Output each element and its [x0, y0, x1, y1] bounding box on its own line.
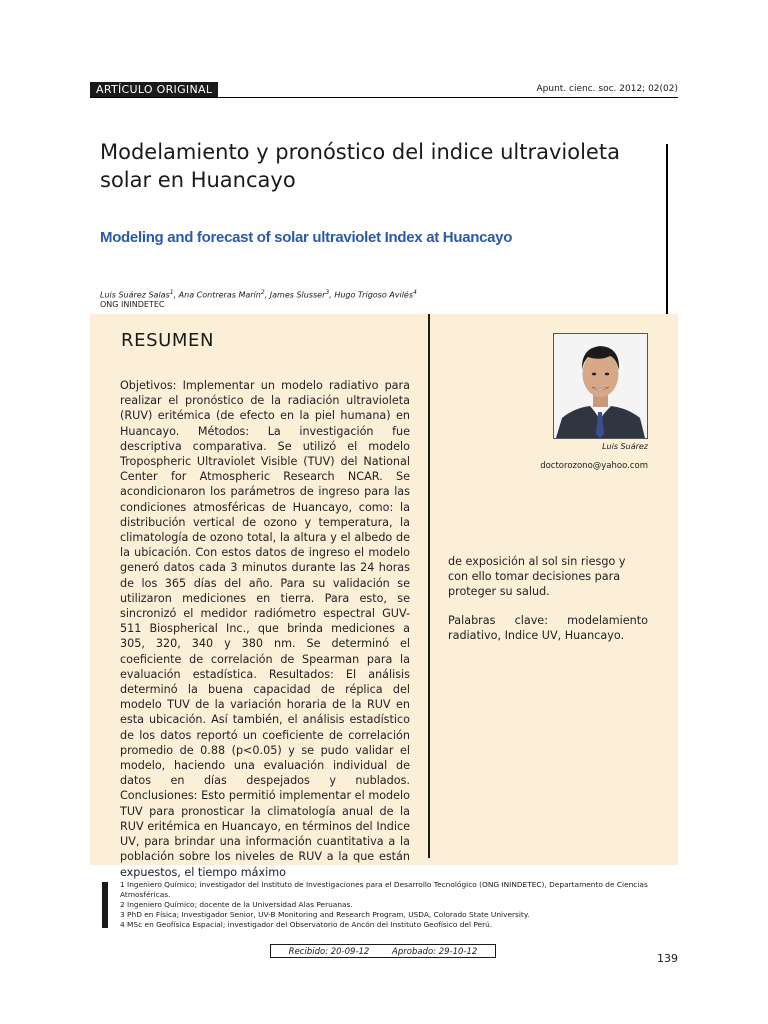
article-title: Modelamiento y pronóstico del indice ultravioleta solar en Huancayo — [100, 140, 620, 192]
approved-date: Aprobado: 29-10-12 — [392, 947, 478, 957]
abstract-body-continued: de exposición al sol sin riesgo y con ello tomar decisiones para proteger su salud. — [448, 555, 626, 599]
author-mark: 4 — [413, 289, 417, 296]
footnote-marker-bar — [102, 882, 108, 928]
title-side-rule — [666, 144, 668, 314]
header-rule — [90, 97, 678, 98]
footnote: 1 Ingeniero Químico; investigador del Instituto de Investigaciones para el Desarrollo Tecnológico (ONG ININDETEC), Departamento de Ciencias Atmosféricas. — [120, 880, 648, 899]
author-affiliation: ONG ININDETEC — [100, 300, 165, 309]
article-type-label: ARTÍCULO ORIGINAL — [90, 82, 218, 97]
author-mark: 3 — [325, 289, 330, 296]
footnote: 4 MSc en Geofísica Espacial; investigador del Observatorio de Ancón del Instituto Geofísico del Perú. — [120, 920, 493, 929]
article-subtitle-english: Modeling and forecast of solar ultraviolet Index at Huancayo — [100, 229, 513, 246]
author-name: James Slusser — [269, 290, 326, 300]
received-date: Recibido: 20-09-12 — [288, 947, 370, 957]
author-photo — [553, 333, 648, 439]
person-portrait-icon — [554, 334, 647, 438]
footnotes — [120, 880, 680, 930]
author-name: Hugo Trigoso Avilés — [334, 290, 414, 300]
author-name: Ana Contreras Marín — [178, 290, 261, 300]
journal-reference: Apunt. cienc. soc. 2012; 02(02) — [536, 84, 678, 94]
footnote: 3 PhD en Física; Investigador Senior, UV-B Monitoring and Research Program, USDA, Colorado State University. — [120, 910, 530, 919]
abstract-body: Objetivos: Implementar un modelo radiativo para realizar el pronóstico de la radiación ultravioleta (RUV) eritémica (de efecto en la piel humana) en Huancayo. Métodos: La investigación fue descriptiva comparativa. Se utilizó el modelo Tropospheric Ultraviolet Visible (TUV) del National Center for Atmospheric Research NCAR. Se acondicionaron los parámetros de ingreso para las condiciones atmosféricas de Huancayo, como: la distribución vertical de ozono y temperatura, la climatología de ozono total, la altura y el albedo de la ubicación. Con estos datos de ingreso el modelo generó datos cada 3 minutos durante las 24 horas de los 365 días del año. Para su validación se utilizaron mediciones en tierra. Para esto, se sincronizó el medidor radiómetro espectral GUV-511 Biospherical Inc., que brinda mediciones a 305, 320, 340 y 380 nm. Se determinó el coeficiente de correlación de Spearman para la evaluación estadística. Resultados: El análisis determinó la buena capacidad de réplica del modelo TUV de la variación horaria de la RUV en esta ubicación. Así también, el análisis estadístico de los datos reportó un coeficiente de correlación promedio de 0.88 (p<0.05) y se pudo validar el modelo, haciendo una evaluación individual de datos en días despejados y nublados. Conclusiones: Esto permitió implementar el modelo TUV para pronosticar la climatología anual de la RUV eritémica en Huancayo, en términos del Indice UV, para brindar una información cuantitativa a la población sobre los niveles de RUV a la que están expuestos, el tiempo máximo — [120, 379, 410, 879]
author-email: doctorozono@yahoo.com — [540, 461, 648, 471]
author-name: Luis Suárez Salas — [100, 290, 170, 300]
author-list: Luis Suárez Salas$^1$, Ana Contreras Marín$^2$, James Slusser$^3$, Hugo Trigoso Avilés$^4$ — [100, 289, 417, 300]
page-number: 139 — [657, 952, 678, 965]
dates-box — [270, 944, 496, 958]
keywords: Palabras clave: modelamiento radiativo, Indice UV, Huancayo. — [448, 614, 648, 643]
author-mark: 2 — [260, 289, 265, 296]
column-divider — [428, 314, 430, 858]
author-mark: 1 — [169, 289, 174, 296]
photo-caption: Luis Suárez — [602, 442, 648, 451]
abstract-heading: RESUMEN — [121, 330, 215, 351]
footnote: 2 Ingeniero Químico; docente de la Universidad Alas Peruanas. — [120, 900, 353, 909]
